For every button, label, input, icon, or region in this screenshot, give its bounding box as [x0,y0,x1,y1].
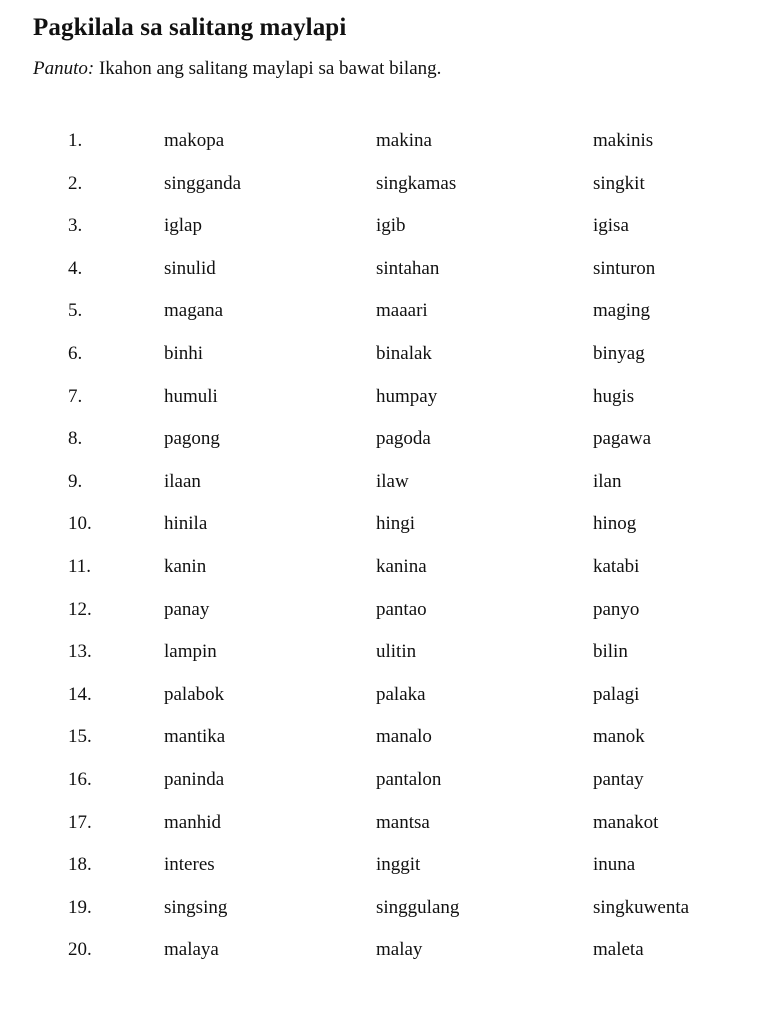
item-number: 10. [68,513,92,535]
page-title: Pagkilala sa salitang maylapi [33,14,347,41]
word-choice[interactable]: palaka [376,683,426,705]
list-item [0,676,768,719]
word-choice[interactable]: pagong [164,428,220,450]
word-choice[interactable]: kanin [164,555,207,577]
word-choice[interactable]: lampin [164,641,217,663]
word-choice[interactable]: pantao [376,598,427,620]
list-item [0,846,768,889]
list-item [0,505,768,548]
list-item [0,548,768,591]
word-choice[interactable]: hingi [376,513,416,535]
word-choice[interactable]: sintahan [376,257,440,279]
item-number: 17. [68,811,92,833]
word-choice[interactable]: singkit [593,172,645,194]
list-item [0,931,768,974]
item-number: 16. [68,768,92,790]
word-choice[interactable]: manhid [164,811,221,833]
item-number: 6. [68,342,83,364]
word-choice[interactable]: maging [593,300,650,322]
word-choice[interactable]: inggit [376,854,421,876]
word-choice[interactable]: kanina [376,555,427,577]
list-item [0,718,768,761]
list-item [0,122,768,165]
list-item [0,804,768,847]
word-choice[interactable]: mantika [164,726,226,748]
item-number: 14. [68,683,92,705]
item-number: 3. [68,215,83,237]
word-choice[interactable]: pagawa [593,428,652,450]
list-item [0,633,768,676]
list-item [0,889,768,932]
word-choice[interactable]: mantsa [376,811,430,833]
item-number: 1. [68,130,83,151]
word-choice[interactable]: ilaan [164,470,201,492]
word-choice[interactable]: makopa [164,130,225,151]
word-choice[interactable]: igisa [593,215,629,237]
word-choice[interactable]: igib [376,215,406,237]
instruction-text: Ikahon ang salitang maylapi sa bawat bilang. [98,58,442,79]
item-number: 8. [68,428,83,450]
word-choice[interactable]: makina [376,130,432,151]
item-number: 13. [68,641,92,663]
word-choice[interactable]: sinulid [164,257,216,279]
item-number: 9. [68,470,83,492]
word-choice[interactable]: manalo [376,726,432,748]
instruction-label: Panuto: [33,58,95,79]
word-choice[interactable]: katabi [593,555,640,577]
word-choice[interactable]: bilin [593,641,628,663]
word-choice[interactable]: singkuwenta [593,896,690,918]
word-choice[interactable]: malaya [164,939,219,961]
word-choice[interactable]: manakot [593,811,659,833]
word-list [0,122,768,974]
word-choice[interactable]: paninda [164,768,225,790]
word-choice[interactable]: ilaw [376,470,409,492]
item-number: 2. [68,172,83,194]
item-number: 19. [68,896,92,918]
list-item [0,378,768,421]
item-number: 15. [68,726,92,748]
word-choice[interactable]: hinila [164,513,208,535]
list-item [0,335,768,378]
word-choice[interactable]: ulitin [376,641,417,663]
word-choice[interactable]: singganda [164,172,242,194]
word-choice[interactable]: malay [376,939,423,961]
item-number: 5. [68,300,83,322]
item-number: 18. [68,854,92,876]
word-choice[interactable]: inuna [593,854,636,876]
instruction [33,58,441,80]
list-item [0,292,768,335]
word-choice[interactable]: binyag [593,342,645,364]
list-item [0,250,768,293]
list-item [0,165,768,208]
word-choice[interactable]: maleta [593,939,644,961]
word-choice[interactable]: sinturon [593,257,656,279]
word-choice[interactable]: singsing [164,896,228,918]
word-choice[interactable]: palagi [593,683,640,705]
word-choice[interactable]: maaari [376,300,428,322]
item-number: 20. [68,939,92,961]
word-choice[interactable]: pantalon [376,768,442,790]
word-choice[interactable]: ilan [593,470,622,492]
list-item [0,463,768,506]
word-choice[interactable]: makinis [593,130,654,151]
word-choice[interactable]: binalak [376,342,432,364]
list-item [0,207,768,250]
word-choice[interactable]: humuli [164,385,218,407]
item-number: 11. [68,555,92,577]
word-choice[interactable]: manok [593,726,645,748]
word-choice[interactable]: binhi [164,342,204,364]
item-number: 7. [68,385,83,407]
word-choice[interactable]: humpay [376,385,438,407]
word-choice[interactable]: pantay [593,768,644,790]
word-choice[interactable]: singgulang [376,896,460,918]
word-choice[interactable]: magana [164,300,224,322]
list-item [0,591,768,634]
list-item [0,761,768,804]
word-choice[interactable]: pagoda [376,428,431,450]
word-choice[interactable]: panay [164,598,210,620]
word-choice[interactable]: hinog [593,513,637,535]
word-choice[interactable]: interes [164,854,215,876]
list-item [0,420,768,463]
item-number: 12. [68,598,92,620]
word-choice[interactable]: iglap [164,215,202,237]
word-choice[interactable]: singkamas [376,172,457,194]
word-choice[interactable]: panyo [593,598,640,620]
item-number: 4. [68,257,83,279]
word-choice[interactable]: palabok [164,683,225,705]
word-choice[interactable]: hugis [593,385,635,407]
